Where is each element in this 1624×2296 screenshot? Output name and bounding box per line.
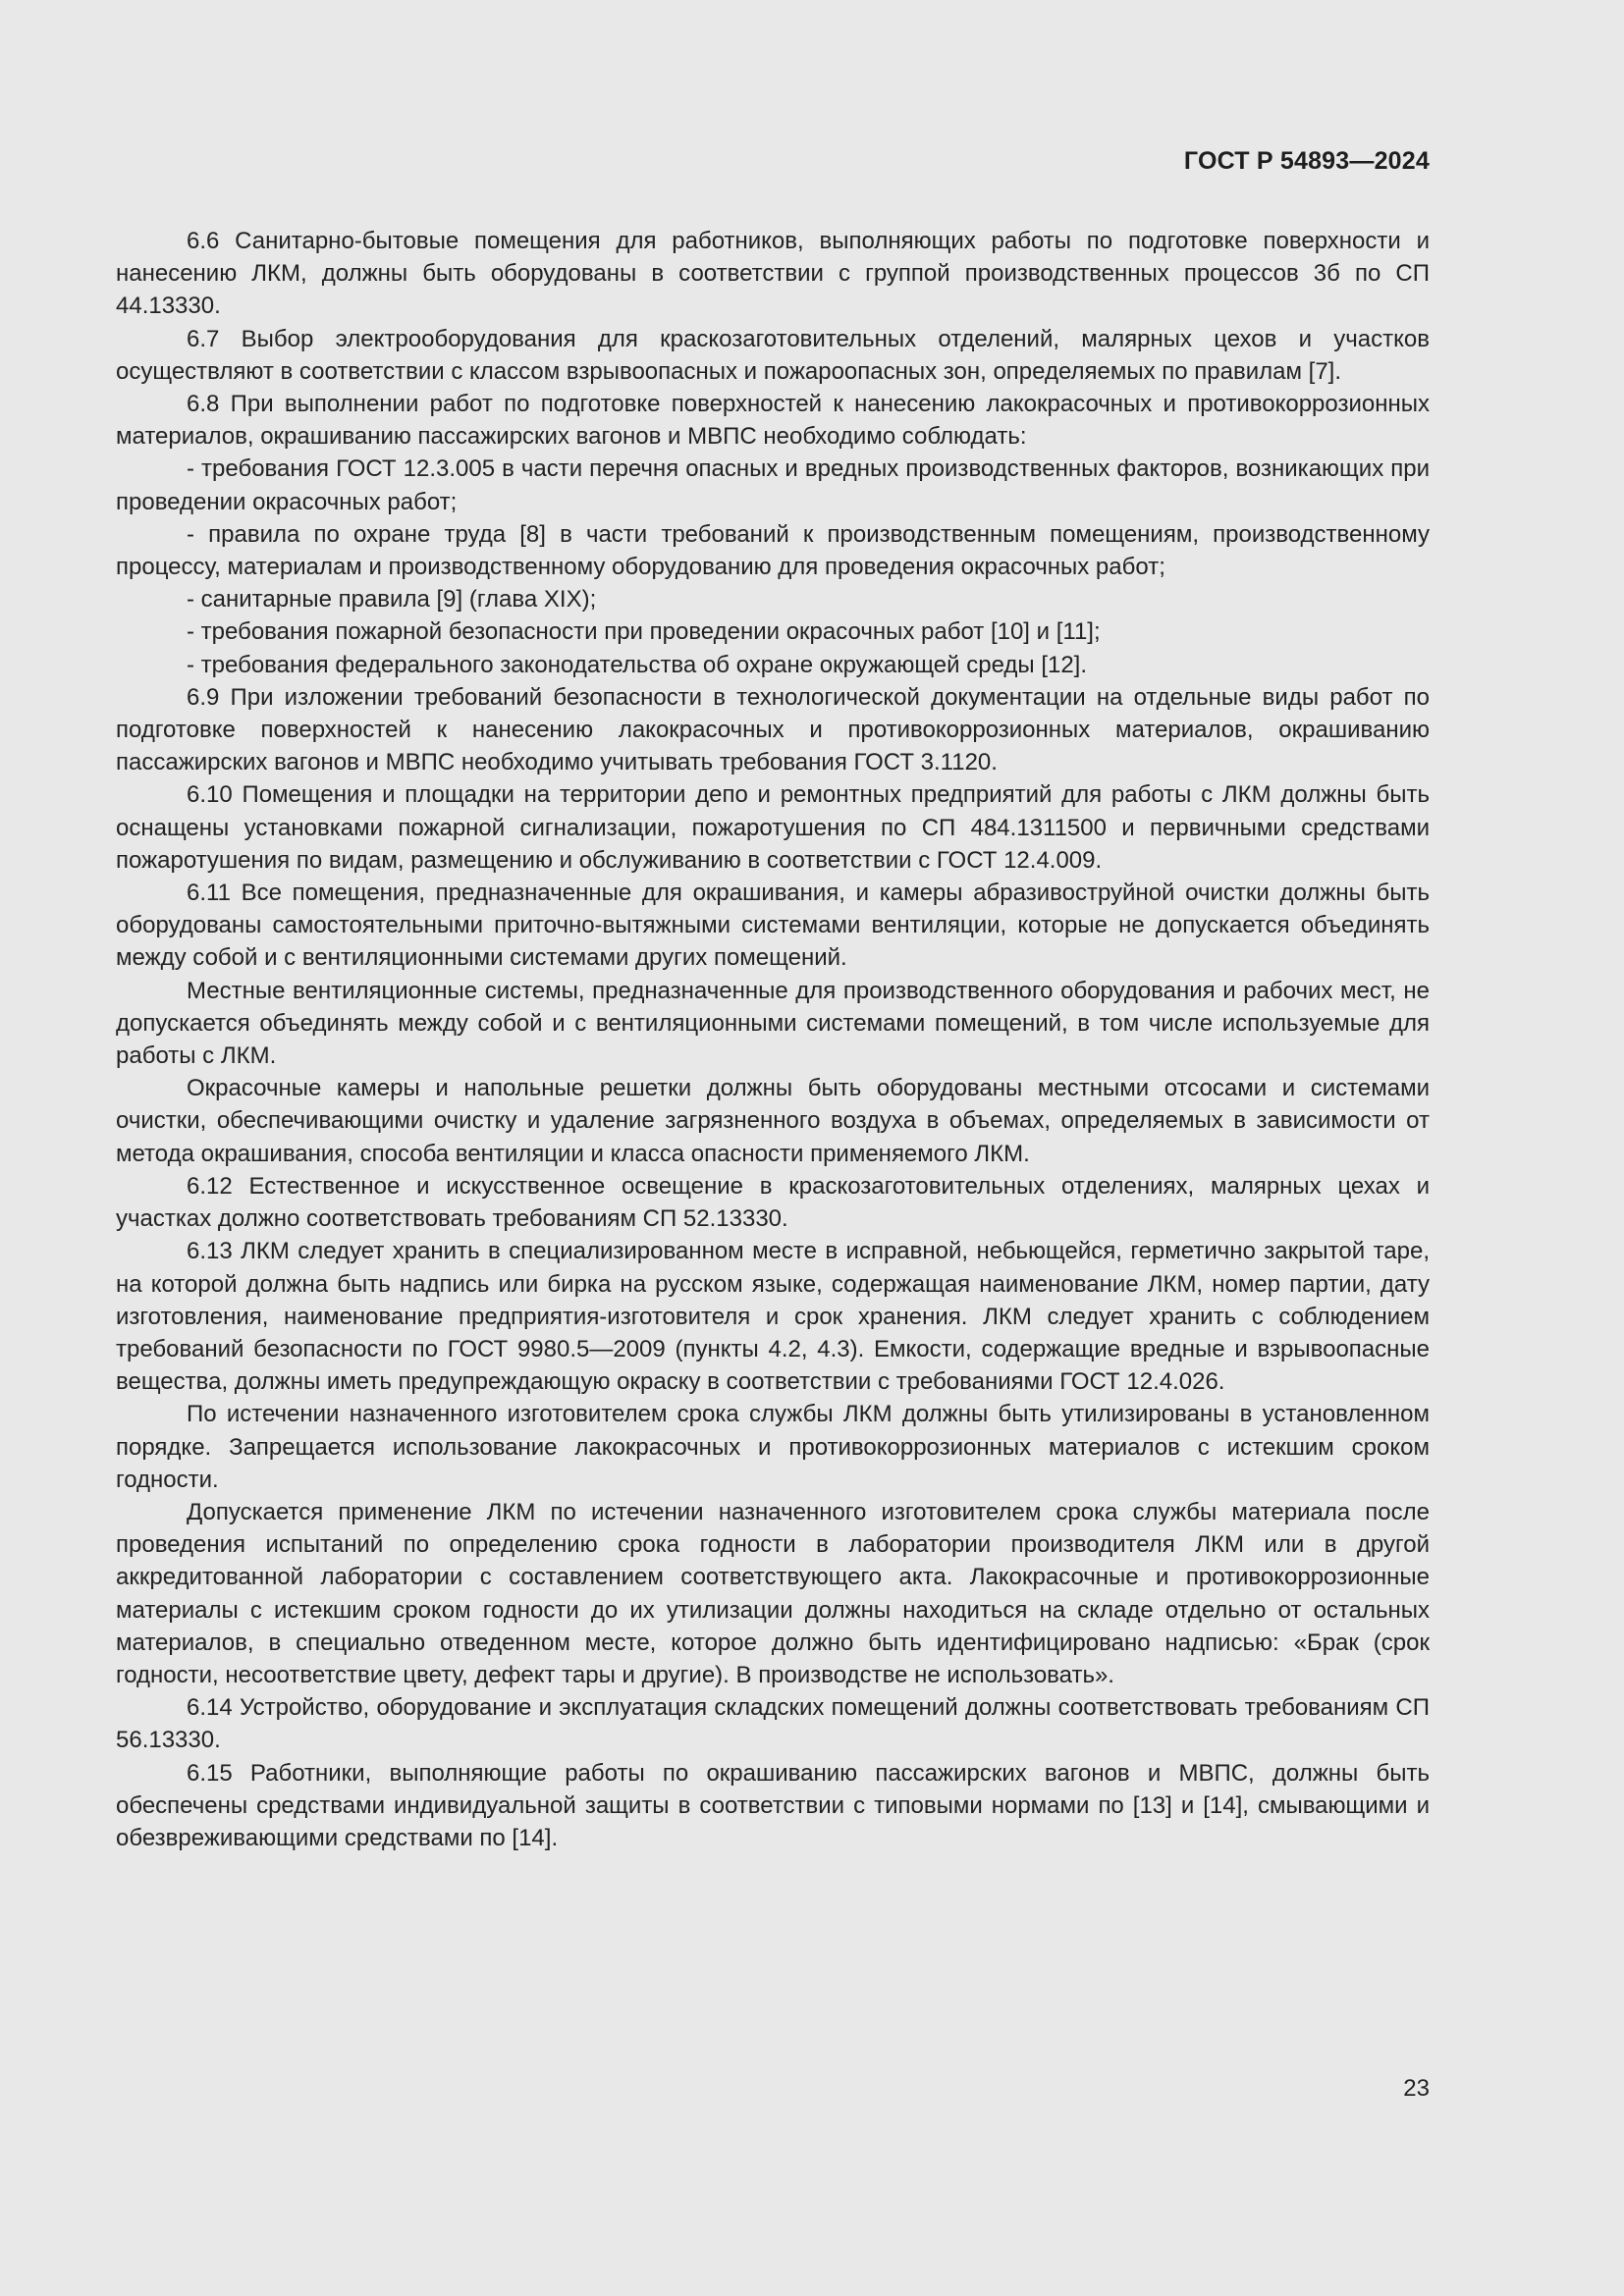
paragraph-paint-booths: Окрасочные камеры и напольные решетки должны быть оборудованы местными отсосами и системами очистки, обеспечивающими очистку и удаление загрязненного воздуха в объемах, определяемых в зависимости от метода окрашивания, способа вентиляции и класса опасности применяемого ЛКМ. (116, 1075, 1430, 1167)
paragraph-local-ventilation: Местные вентиляционные системы, предназначенные для производственного оборудования и рабочих мест, не допускается объединять между собой и с вентиляционными системами помещений, в том числе используемые для работы с ЛКМ. (116, 977, 1430, 1070)
list-item-environment-law: - требования федерального законодательства об охране окружающей среды [12]. (187, 651, 1088, 678)
list-item-sanitary-rules: - санитарные правила [9] (глава XIX); (187, 586, 597, 614)
list-item-fire-safety: - требования пожарной безопасности при проведении окрасочных работ [10] и [11]; (187, 618, 1101, 646)
paragraph-expired-disposal: По истечении назначенного изготовителем срока службы ЛКМ должны быть утилизированы в установленном порядке. Запрещается использование лакокрасочных и противокоррозионных материалов с истекшим сроком годности. (116, 1401, 1430, 1493)
paragraph-6-10: 6.10 Помещения и площадки на территории депо и ремонтных предприятий для работы с ЛКМ должны быть оснащены установками пожарной сигнализации, пожаротушения по СП 484.1311500 и первичными средствами пожаротушения по видам, размещению и обслуживанию в соответствии с ГОСТ 12.4.009. (116, 781, 1430, 874)
paragraph-6-11: 6.11 Все помещения, предназначенные для окрашивания, и камеры абразивоструйной очистки должны быть оборудованы самостоятельными приточно-вытяжными системами вентиляции, которые не допускается объединять между собой и с вентиляционными системами других помещений. (116, 880, 1430, 972)
list-item-gost-12-3-005: - требования ГОСТ 12.3.005 в части перечня опасных и вредных производственных факторов, возникающих при проведении окрасочных работ; (116, 455, 1430, 515)
paragraph-6-7: 6.7 Выбор электрооборудования для краскозаготовительных отделений, малярных цехов и участков осуществляют в соответствии с классом взрывоопасных и пожароопасных зон, определяемых по правилам [7]. (116, 325, 1430, 385)
paragraph-6-6: 6.6 Санитарно-бытовые помещения для работников, выполняющих работы по подготовке поверхности и нанесению ЛКМ, должны быть оборудованы в соответствии с группой производственных процессов 3б по СП 44.13330. (116, 228, 1430, 320)
list-item-labor-protection-rules: - правила по охране труда [8] в части требований к производственным помещениям, производственному процессу, материалам и производственному оборудованию для проведения окрасочных работ; (116, 520, 1430, 581)
paragraph-6-15: 6.15 Работники, выполняющие работы по окрашиванию пассажирских вагонов и МВПС, должны быть обеспечены средствами индивидуальной защиты в соответствии с типовыми нормами по [13] и [14], смывающими и обезвреживающими средствами по [14]. (116, 1759, 1430, 1851)
paragraph-6-12: 6.12 Естественное и искусственное освещение в краскозаготовительных отделениях, малярных цехах и участках должно соответствовать требованиям СП 52.13330. (116, 1172, 1430, 1233)
document-body (116, 225, 1430, 1854)
paragraph-6-8: 6.8 При выполнении работ по подготовке поверхностей к нанесению лакокрасочных и противокоррозионных материалов, окрашиванию пассажирских вагонов и МВПС необходимо соблюдать: (116, 391, 1430, 451)
paragraph-6-13: 6.13 ЛКМ следует хранить в специализированном месте в исправной, небьющейся, герметично закрытой таре, на которой должна быть надпись или бирка на русском языке, содержащая наименование ЛКМ, номер партии, дату изготовления, наименование предприятия-изготовителя и срок хранения. ЛКМ следует хранить с соблюдением требований безопасности по ГОСТ 9980.5—2009 (пункты 4.2, 4.3). Емкости, содержащие вредные и взрывоопасные вещества, должны иметь предупреждающую окраску в соответствии с требованиями ГОСТ 12.4.026. (116, 1238, 1430, 1396)
document-number-header: ГОСТ Р 54893—2024 (1183, 147, 1430, 175)
page-number: 23 (1403, 2075, 1430, 2102)
paragraph-expired-use: Допускается применение ЛКМ по истечении назначенного изготовителем срока службы материала после проведения испытаний по определению срока годности в лаборатории производителя ЛКМ или в другой аккредитованной лаборатории с составлением соответствующего акта. Лакокрасочные и противокоррозионные материалы с истекшим сроком годности до их утилизации должны находиться на складе отдельно от остальных материалов, в специально отведенном месте, которое должно быть идентифицировано надписью: «Брак (срок годности, несоответствие цвету, дефект тары и другие). В производстве не использовать». (116, 1498, 1430, 1688)
paragraph-6-9: 6.9 При изложении требований безопасности в технологической документации на отдельные виды работ по подготовке поверхностей к нанесению лакокрасочных и противокоррозионных материалов, окрашиванию пассажирских вагонов и МВПС необходимо учитывать требования ГОСТ 3.1120. (116, 683, 1430, 776)
paragraph-6-14: 6.14 Устройство, оборудование и эксплуатация складских помещений должны соответствовать требованиям СП 56.13330. (116, 1694, 1430, 1754)
